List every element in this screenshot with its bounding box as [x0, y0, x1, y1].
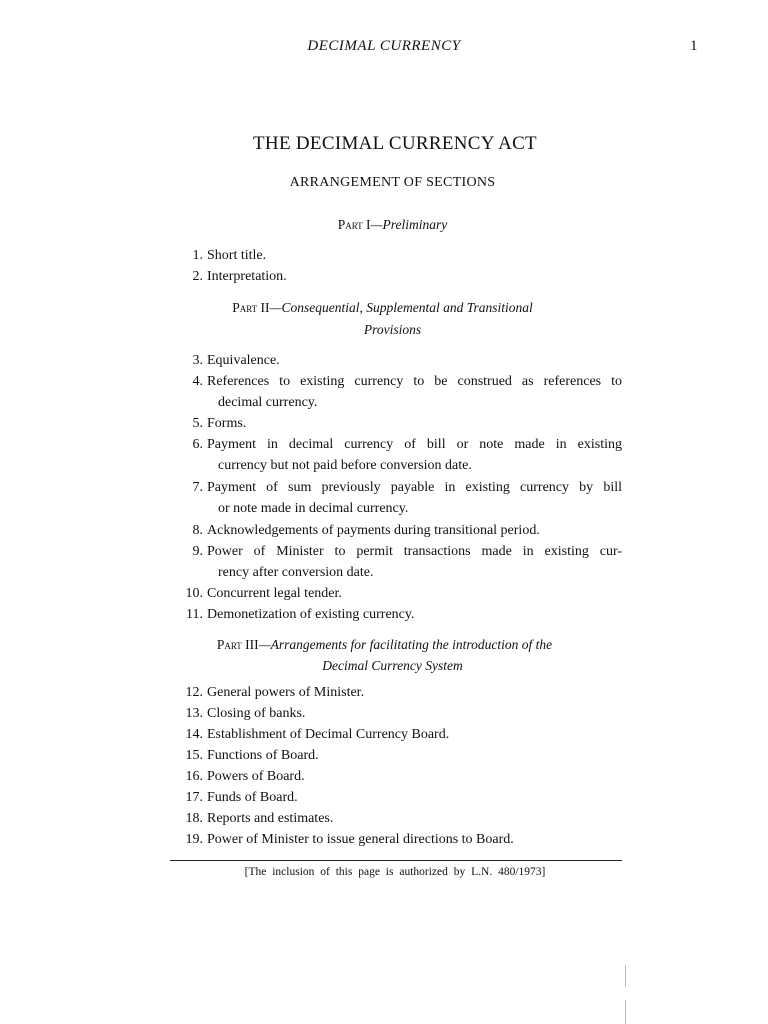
section-title-continued: currency but not paid before conversion date.: [218, 458, 472, 473]
section-title: Powers of Board.: [207, 769, 305, 784]
part-heading-1: [0, 214, 768, 236]
footer-rule: [170, 860, 622, 861]
section-title: References to existing currency to be construed as references to: [207, 374, 622, 389]
page-number: 1: [690, 38, 698, 54]
section-title: Reports and estimates.: [207, 811, 334, 826]
section-title: General powers of Minister.: [207, 685, 365, 700]
section-title: Payment of sum previously payable in existing currency by bill: [207, 480, 622, 495]
section-title: Acknowledgements of payments during transitional period.: [207, 523, 540, 538]
section-number: 4.: [192, 374, 203, 389]
section-number: 10.: [185, 586, 203, 601]
part-label: Part II: [232, 300, 270, 315]
section-title: Funds of Board.: [207, 790, 298, 805]
section-number: 13.: [185, 706, 203, 721]
section-title-continued: or note made in decimal currency.: [218, 501, 409, 516]
section-number: 7.: [192, 480, 203, 495]
section-number: 6.: [192, 437, 203, 452]
section-number: 11.: [186, 607, 203, 622]
section-number: 12.: [185, 685, 203, 700]
section-number: 17.: [185, 790, 203, 805]
section-title: Interpretation.: [207, 269, 287, 284]
section-title-continued: decimal currency.: [218, 395, 318, 410]
section-number: 14.: [185, 727, 203, 742]
section-title: Closing of banks.: [207, 706, 306, 721]
part-heading-3-line2: [0, 655, 768, 677]
part-heading-2-line2: [0, 319, 768, 341]
section-title: Establishment of Decimal Currency Board.: [207, 727, 450, 742]
part-label: Part III: [216, 637, 259, 652]
section-number: 2.: [192, 269, 203, 284]
section-title: Power of Minister to permit transactions made in existing cur-: [207, 544, 622, 559]
part-name: —Arrangements for facilitating the introduction of the: [258, 637, 553, 652]
section-title: Payment in decimal currency of bill or note made in existing: [207, 437, 622, 452]
section-number: 18.: [185, 811, 203, 826]
section-number: 3.: [192, 353, 203, 368]
footer-note: [The inclusion of this page is authorized by L.N. 480/1973]: [244, 866, 546, 878]
section-title: Equivalence.: [207, 353, 280, 368]
section-number: 15.: [185, 748, 203, 763]
arrangement-heading: ARRANGEMENT OF SECTIONS: [289, 175, 496, 190]
act-title: THE DECIMAL CURRENCY ACT: [253, 133, 537, 154]
section-title: Functions of Board.: [207, 748, 319, 763]
part-heading-3: [0, 634, 768, 656]
part-name: —Preliminary: [370, 217, 448, 232]
part-label: Part I: [337, 217, 371, 232]
part-name-continued: Provisions: [363, 322, 422, 337]
section-number: 1.: [192, 248, 203, 263]
section-number: 16.: [185, 769, 203, 784]
section-title: Power of Minister to issue general directions to Board.: [207, 832, 514, 847]
section-title: Short title.: [207, 248, 267, 263]
part-name-continued: Decimal Currency System: [322, 658, 463, 673]
section-number: 8.: [192, 523, 203, 538]
scan-margin-mark: [625, 965, 626, 987]
section-title: Concurrent legal tender.: [207, 586, 342, 601]
part-name: —Consequential, Supplemental and Transitional: [269, 300, 533, 315]
section-title: Demonetization of existing currency.: [207, 607, 415, 622]
section-title-continued: rency after conversion date.: [218, 565, 374, 580]
section-title: Forms.: [207, 416, 247, 431]
running-head: DECIMAL CURRENCY: [307, 38, 461, 54]
part-heading-2: [0, 297, 768, 319]
section-number: 19.: [185, 832, 203, 847]
section-number: 9.: [192, 544, 203, 559]
section-number: 5.: [192, 416, 203, 431]
scan-margin-mark: [625, 1000, 626, 1024]
